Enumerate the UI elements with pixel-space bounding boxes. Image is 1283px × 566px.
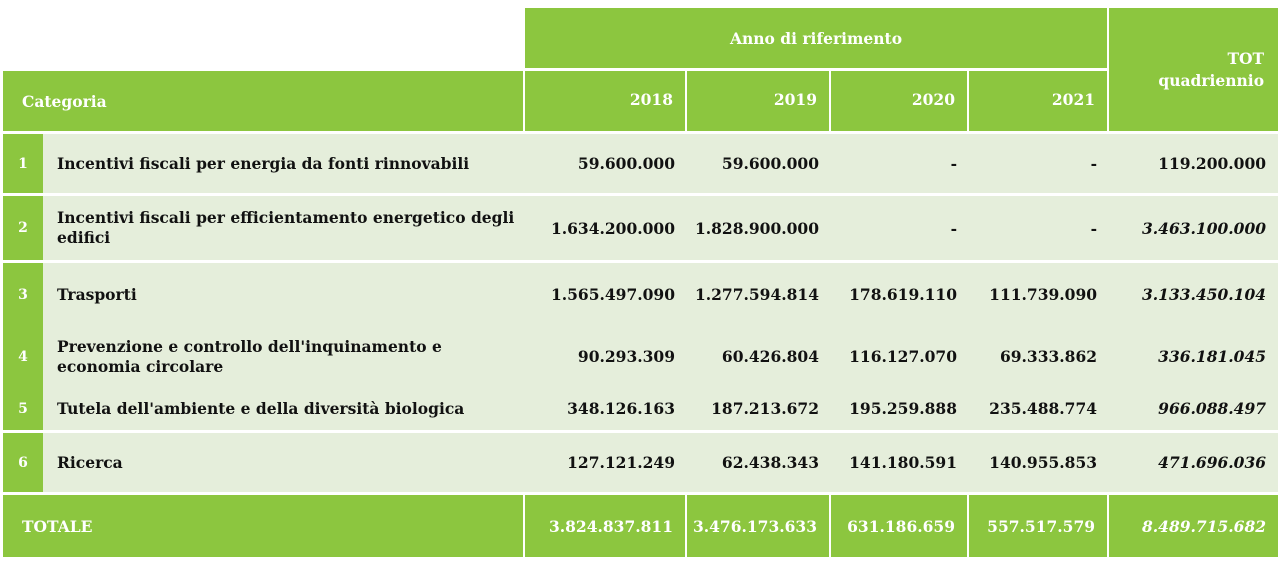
year-header-2021: 2021 xyxy=(969,71,1109,134)
totale-2018: 3.824.837.811 xyxy=(525,495,687,557)
cell-2021: - xyxy=(969,196,1109,263)
table-row xyxy=(3,134,1278,196)
cell-2020: - xyxy=(831,196,969,263)
table-row xyxy=(3,196,1278,263)
cell-2020: - xyxy=(831,134,969,196)
table-row xyxy=(3,326,1278,387)
cell-total: 471.696.036 xyxy=(1109,433,1278,495)
cell-2019: 1.277.594.814 xyxy=(687,263,831,326)
cell-2021: 69.333.862 xyxy=(969,326,1109,387)
cell-2018: 59.600.000 xyxy=(525,134,687,196)
cell-2018: 348.126.163 xyxy=(525,387,687,433)
row-category: Incentivi fiscali per energia da fonti rinnovabili xyxy=(43,134,525,196)
totale-2020: 631.186.659 xyxy=(831,495,969,557)
year-header-2019: 2019 xyxy=(687,71,831,134)
row-number: 5 xyxy=(3,387,43,433)
cell-2018: 1.634.200.000 xyxy=(525,196,687,263)
totale-grand-total: 8.489.715.682 xyxy=(1109,495,1278,557)
row-number: 6 xyxy=(3,433,43,495)
cell-2020: 116.127.070 xyxy=(831,326,969,387)
cell-2021: 235.488.774 xyxy=(969,387,1109,433)
row-category: Incentivi fiscali per efficientamento energetico degli edifici xyxy=(43,196,525,263)
totale-label: TOTALE xyxy=(3,495,525,557)
cell-2021: 111.739.090 xyxy=(969,263,1109,326)
row-category: Tutela dell'ambiente e della diversità biologica xyxy=(43,387,525,433)
totale-2019: 3.476.173.633 xyxy=(687,495,831,557)
cell-2019: 187.213.672 xyxy=(687,387,831,433)
cell-2020: 178.619.110 xyxy=(831,263,969,326)
table-row xyxy=(3,433,1278,495)
cell-2019: 60.426.804 xyxy=(687,326,831,387)
year-header-2018: 2018 xyxy=(525,71,687,134)
row-category: Ricerca xyxy=(43,433,525,495)
funding-table xyxy=(3,8,1278,557)
row-category: Prevenzione e controllo dell'inquinamento e economia circolare xyxy=(43,326,525,387)
totale-2021: 557.517.579 xyxy=(969,495,1109,557)
table-row xyxy=(3,387,1278,433)
cell-total: 3.133.450.104 xyxy=(1109,263,1278,326)
cell-total: 336.181.045 xyxy=(1109,326,1278,387)
cell-2019: 59.600.000 xyxy=(687,134,831,196)
cell-total: 119.200.000 xyxy=(1109,134,1278,196)
categoria-header: Categoria xyxy=(3,71,525,134)
row-number: 4 xyxy=(3,326,43,387)
row-number: 1 xyxy=(3,134,43,196)
cell-2020: 195.259.888 xyxy=(831,387,969,433)
cell-total: 966.088.497 xyxy=(1109,387,1278,433)
year-header-2020: 2020 xyxy=(831,71,969,134)
cell-2018: 127.121.249 xyxy=(525,433,687,495)
cell-2018: 90.293.309 xyxy=(525,326,687,387)
cell-2020: 141.180.591 xyxy=(831,433,969,495)
cell-2018: 1.565.497.090 xyxy=(525,263,687,326)
cell-2021: - xyxy=(969,134,1109,196)
cell-2019: 1.828.900.000 xyxy=(687,196,831,263)
tot-header: TOT quadriennio xyxy=(1109,8,1278,134)
row-number: 3 xyxy=(3,263,43,326)
cell-2021: 140.955.853 xyxy=(969,433,1109,495)
header-blank xyxy=(3,8,525,71)
cell-total: 3.463.100.000 xyxy=(1109,196,1278,263)
table-row xyxy=(3,263,1278,326)
row-category: Trasporti xyxy=(43,263,525,326)
totale-row xyxy=(3,495,1278,557)
cell-2019: 62.438.343 xyxy=(687,433,831,495)
row-number: 2 xyxy=(3,196,43,263)
anno-header: Anno di riferimento xyxy=(525,8,1109,71)
